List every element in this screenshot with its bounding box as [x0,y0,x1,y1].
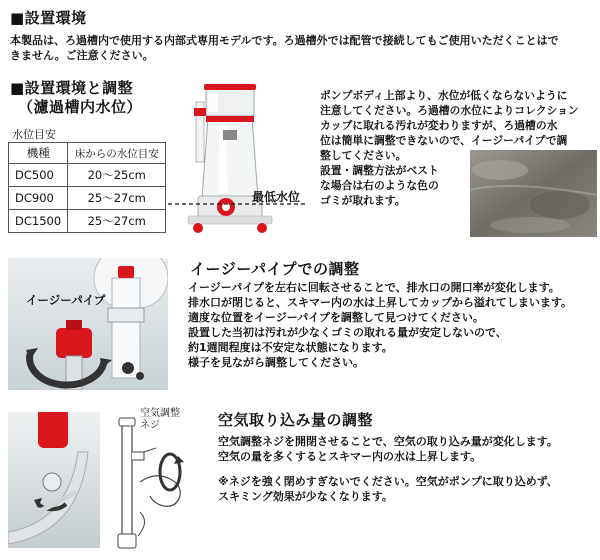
section-title-easy-pipe: イージーパイプでの調整 [190,260,360,278]
water-level-line-2: 注意してください。ろ過槽の水位によりコレクション [320,104,579,117]
table-row [9,187,166,210]
table-header-level: 床からの水位目安 [68,143,166,164]
section-title-air-intake: 空気取り込み量の調整 [218,411,374,429]
table-cell-level: 20～25cm [68,164,166,187]
install-env-line-1: 本製品は、ろ過槽内で使用する内部式専用モデルです。ろ過槽外では配管で接続してもご使用いただくことはで [10,34,559,47]
easy-pipe-line-1: イージーパイプを左右に回転させることで、排水口の開口率が変化します。 [188,281,560,294]
skimmer-illustration [168,78,308,238]
water-level-line-5: 整してください。 [320,149,407,162]
skimmate-texture [470,150,597,237]
table-row [9,164,166,187]
air-intake-text [218,434,598,504]
table-header-model: 機種 [9,143,68,164]
section-subtitle-water-level: （濾過槽内水位） [18,98,143,116]
easy-pipe-illustration [8,258,168,390]
table-row [9,210,166,233]
easy-pipe-line-3: 適度な位置をイージーパイプを調整して見つけてください。 [188,311,484,324]
easy-pipe-line-5: 約1週間程度は不安定な状態になります。 [188,341,393,354]
water-level-line-7: な場合は右のような色の [320,179,439,192]
easy-pipe-line-2: 排水口が閉じると、スキマー内の水は上昇してカップから溢れてしまいます。 [188,296,573,309]
table-cell-model: DC1500 [9,210,68,233]
air-screw-photo [8,412,100,548]
water-level-line-8: ゴミが取れます。 [320,194,406,207]
air-intake-spacer [218,464,598,474]
water-level-line-4: 位は簡単に調整できないので、イージーパイプで調 [320,134,568,147]
easy-pipe-photo-label: イージーパイプ [26,293,106,307]
easy-pipe-line-6: 様子を見ながら調整してください。 [188,356,364,369]
install-env-body [10,33,595,63]
table-cell-level: 25～27cm [68,187,166,210]
table-cell-level: 25～27cm [68,210,166,233]
section-title-install-env: ■設置環境 [10,9,87,27]
table-header-row [9,143,166,164]
table-cell-model: DC500 [9,164,68,187]
skimmate-photo [470,150,597,237]
easy-pipe-photo [8,258,168,390]
water-level-line-3: カップに取れる汚れが変わりますが、ろ過槽の水 [320,119,558,132]
easy-pipe-text [188,280,598,370]
air-screw-diagram [110,412,202,552]
air-screw-callout-line-2: ネジ [140,420,160,431]
water-level-line-6: 設置・調整方法がベスト [320,164,439,177]
section-title-water-level: ■設置環境と調整 [10,79,134,97]
air-intake-line-5: スキミング効果が少なくなります。 [218,490,393,503]
air-screw-callout [140,408,180,432]
easy-pipe-line-4: 設置した当初は汚れが少なくゴミの取れる量が安定しないので、 [188,326,507,339]
air-screw-photo-illustration [8,412,100,548]
water-level-line-1: ポンプボディ上部より、水位が低くならないように [320,89,568,102]
install-env-line-2: きません。ご注意ください。 [10,49,154,62]
air-intake-line-4: ※ネジを強く閉めすぎないでください。空気がポンプに取り込めず、 [218,475,558,488]
air-intake-line-2: 空気の量を多くするとスキマー内の水は上昇します。 [218,450,482,463]
min-level-label: 最低水位 [252,190,301,204]
air-screw-callout-line-1: 空気調整 [140,408,180,419]
table-cell-model: DC900 [9,187,68,210]
water-level-table [8,142,166,233]
table-caption: 水位目安 [12,128,56,141]
air-intake-line-1: 空気調整ネジを開閉させることで、空気の取り込み量が変化します。 [218,435,558,448]
